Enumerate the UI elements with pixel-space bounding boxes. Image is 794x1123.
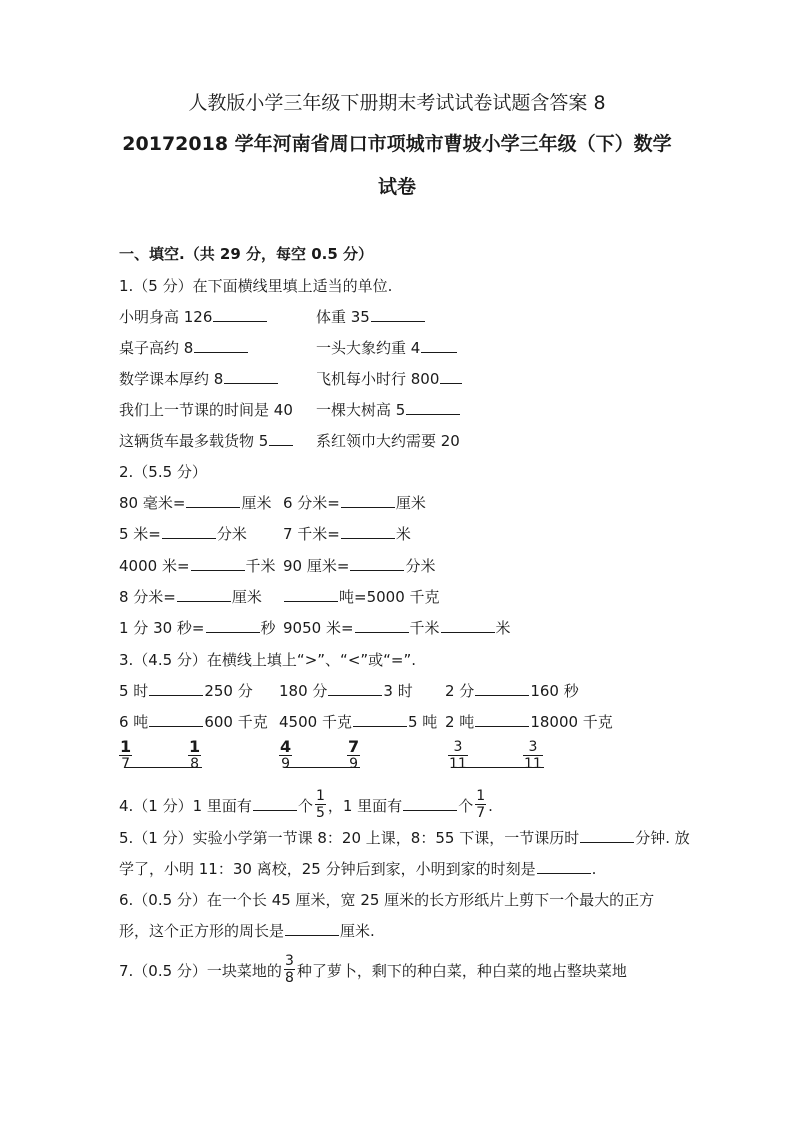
q3-r1-item1: 5 时 250 分 [119, 682, 253, 700]
q2-row4-right: 吨=5000 千克 [283, 587, 440, 607]
q1-row4-left: 我们上一节课的时间是 40 [119, 401, 293, 419]
answer-blank[interactable] [341, 493, 395, 508]
q2-row5-right: 9050 米= 千米 米 [283, 619, 511, 637]
q2-row2-right: 7 千米= 米 [283, 525, 411, 543]
answer-blank[interactable] [224, 369, 278, 384]
q7-line: 7.（0.5 分）一块菜地的 $\frac{3}{8}$ 种了萝卜，剩下的种白菜，种白菜的地占整块菜地 [119, 953, 627, 986]
answer-blank[interactable] [355, 618, 409, 633]
answer-blank[interactable] [162, 524, 216, 539]
q1-row3-right: 飞机每小时行 800 [316, 369, 463, 389]
q3-r2-item1: 6 吨 600 千克 [119, 713, 268, 731]
answer-blank[interactable] [475, 712, 529, 727]
answer-blank[interactable] [580, 828, 634, 843]
q3-frac-b-right: $\frac{7}{9}$ [348, 737, 360, 772]
q1-row4-right: 一棵大树高 5 [316, 400, 461, 420]
q3-r1-item2: 180 分 3 时 [279, 682, 413, 700]
q2-row5-left: 1 分 30 秒= 秒 [119, 619, 276, 637]
q1-row1-left: 小明身高 126 [119, 307, 268, 327]
q1-row5-right: 系红领巾大约需要 20 [316, 432, 460, 450]
q2-row3-right: 90 厘米= 分米 [283, 557, 436, 575]
q4-line: 4.（1 分）1 里面有 个 $\frac{1}{5}$ ，1 里面有 个 $\frac{1}{7}$ . [119, 788, 493, 821]
answer-blank[interactable] [194, 338, 248, 353]
q6-line1: 6.（0.5 分）在一个长 45 厘米，宽 25 厘米的长方形纸片上剪下一个最大的正方 [119, 891, 655, 909]
answer-blank[interactable] [177, 587, 231, 602]
answer-blank[interactable] [253, 796, 297, 811]
answer-blank[interactable] [440, 369, 462, 384]
doc-title-line2: 20172018 学年河南省周口市项城市曹坡小学三年级（下）数学 [122, 133, 672, 155]
answer-blank[interactable] [284, 587, 338, 602]
q3-frac-c-right: $\frac{3}{11}$ [524, 739, 542, 772]
answer-blank[interactable] [537, 859, 591, 874]
answer-blank[interactable] [285, 921, 339, 936]
q6-line2: 形，这个正方形的周长是 厘米. [119, 922, 375, 940]
answer-blank[interactable] [149, 712, 203, 727]
q2-stem: 2.（5.5 分） [119, 463, 207, 481]
q3-stem: 3.（4.5 分）在横线上填上“>”、“<”或“=”. [119, 651, 417, 669]
answer-blank[interactable] [206, 618, 260, 633]
answer-blank[interactable] [403, 796, 457, 811]
answer-blank[interactable] [186, 493, 240, 508]
q3-r2-item3: 2 吨 18000 千克 [445, 713, 613, 731]
answer-blank[interactable] [341, 524, 395, 539]
answer-blank[interactable] [441, 618, 495, 633]
answer-blank[interactable] [353, 712, 407, 727]
q1-row1-right: 体重 35 [316, 307, 426, 327]
q3-frac-a-left: $\frac{1}{7}$ [120, 737, 132, 772]
answer-blank[interactable] [149, 681, 203, 696]
q5-line1: 5.（1 分）实验小学第一节课 8：20 上课，8：55 下课，一节课历时 分钟. 放 [119, 829, 690, 847]
q2-row1-left: 80 毫米= 厘米 [119, 494, 272, 512]
answer-blank[interactable] [421, 338, 457, 353]
q1-stem: 1.（5 分）在下面横线里填上适当的单位. [119, 277, 393, 295]
q5-line2: 学了，小明 11：30 离校，25 分钟后到家，小明到家的时刻是 . [119, 860, 597, 878]
q2-row4-left: 8 分米= 厘米 [119, 588, 262, 606]
section-heading: 一、填空.（共 29 分，每空 0.5 分） [119, 245, 374, 263]
answer-blank[interactable] [191, 556, 245, 571]
answer-blank[interactable] [328, 681, 382, 696]
doc-title-line3: 试卷 [377, 176, 416, 198]
q1-row5-left: 这辆货车最多载货物 5 [119, 431, 294, 451]
q2-row3-left: 4000 米= 千米 [119, 557, 276, 575]
q1-row2-left: 桌子高约 8 [119, 338, 249, 358]
q2-row1-right: 6 分米= 厘米 [283, 494, 426, 512]
q3-frac-c-left: $\frac{3}{11}$ [449, 739, 467, 772]
doc-title-line1: 人教版小学三年级下册期末考试试卷试题含答案 8 [188, 92, 606, 114]
q1-row3-left: 数学课本厚约 8 [119, 369, 279, 389]
q1-row2-right: 一头大象约重 4 [316, 338, 458, 358]
q3-r1-item3: 2 分 160 秒 [445, 682, 579, 700]
q2-row2-left: 5 米= 分米 [119, 525, 247, 543]
answer-blank[interactable] [371, 307, 425, 322]
q3-r2-item2: 4500 千克 5 吨 [279, 713, 438, 731]
answer-blank[interactable] [269, 431, 293, 446]
answer-blank[interactable] [213, 307, 267, 322]
answer-blank[interactable] [350, 556, 404, 571]
answer-blank[interactable] [475, 681, 529, 696]
q3-frac-a-right: $\frac{1}{8}$ [189, 737, 201, 772]
answer-blank[interactable] [406, 400, 460, 415]
q3-frac-b-left: $\frac{4}{9}$ [280, 737, 292, 772]
